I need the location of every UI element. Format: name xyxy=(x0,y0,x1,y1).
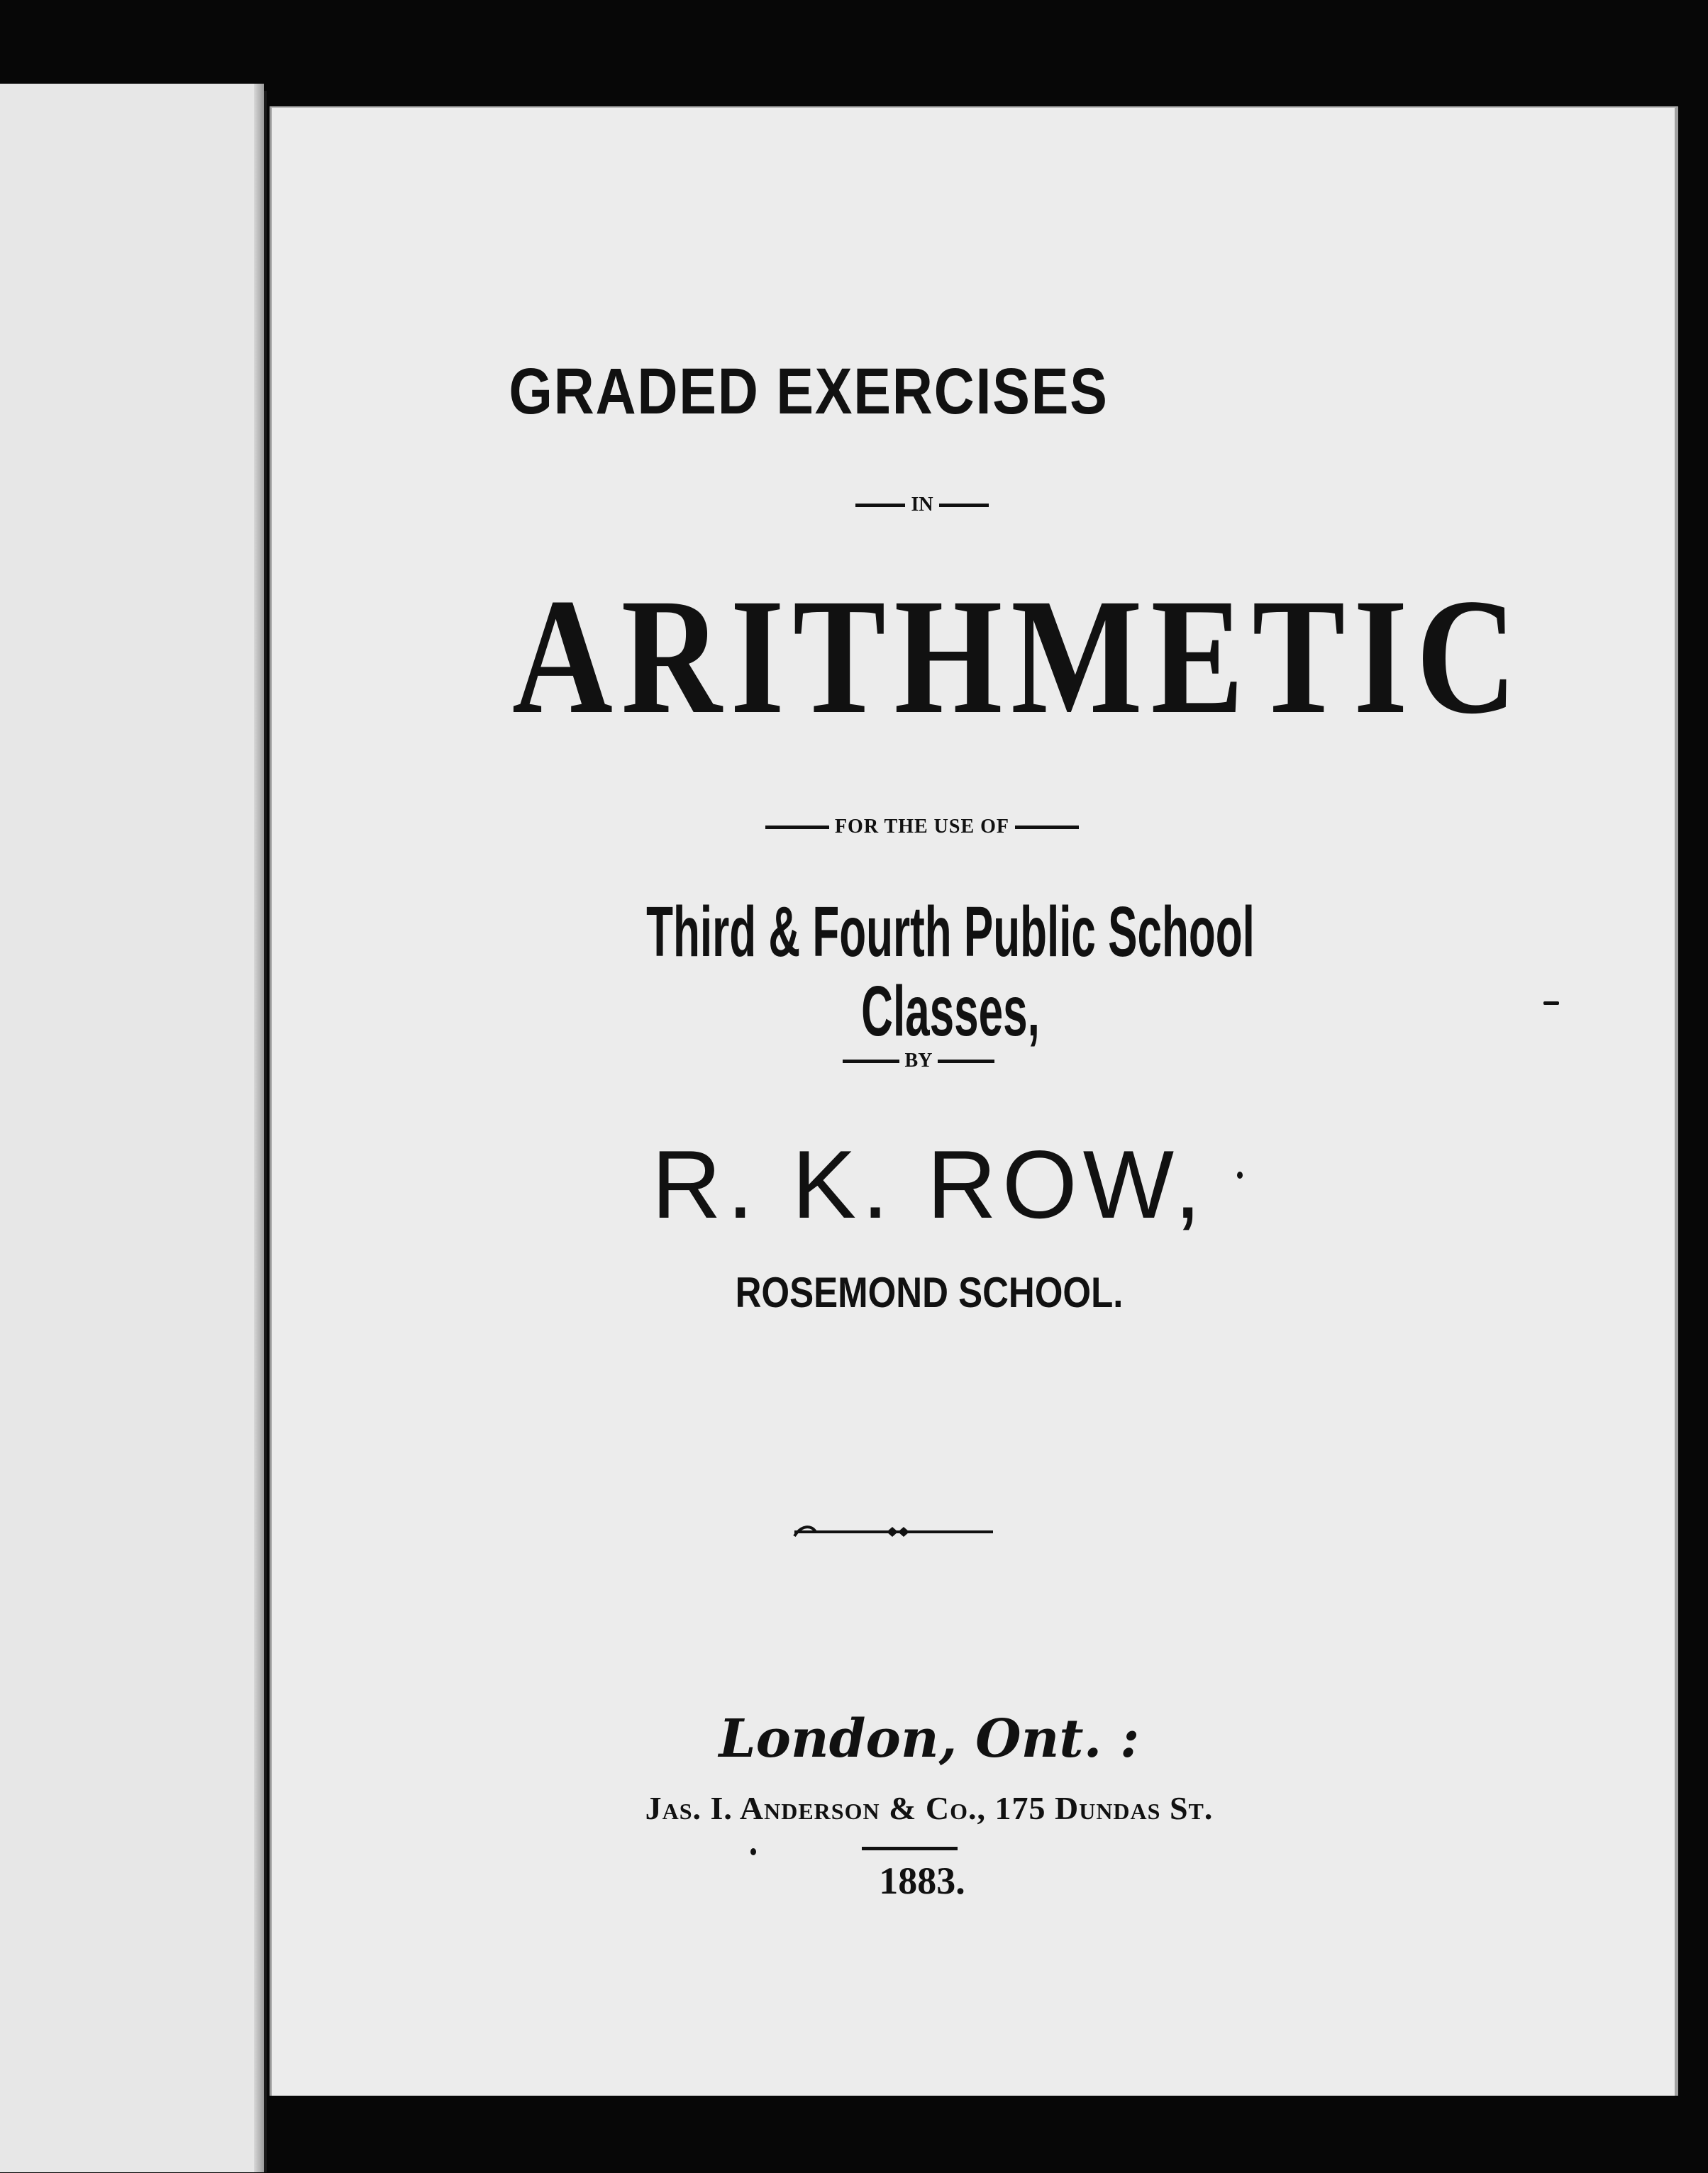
rule-right xyxy=(939,504,989,507)
connector-by xyxy=(823,1050,1014,1072)
title-arithmetic: ARITHMETIC xyxy=(512,564,1526,748)
audience-line: Third & Fourth Public School Classes, xyxy=(646,892,1255,1051)
speck xyxy=(1237,1172,1243,1179)
connector-for-text: FOR THE USE OF xyxy=(834,816,1010,838)
author-affiliation: ROSEMOND SCHOOL. xyxy=(735,1269,1124,1316)
connector-in xyxy=(837,494,1007,516)
rule-left xyxy=(843,1060,899,1063)
rule-right xyxy=(1015,826,1079,829)
imprint-rule xyxy=(862,1847,958,1850)
connector-for-the-use-of xyxy=(738,816,1107,838)
page-fold-shadow xyxy=(254,84,264,2172)
imprint-place: London, Ont. : xyxy=(719,1708,1140,1769)
connector-in-text: IN xyxy=(911,494,933,516)
ornamental-rule-icon xyxy=(787,1518,1000,1546)
imprint-year: 1883. xyxy=(879,1860,965,1902)
rule-left xyxy=(765,826,829,829)
rule-left xyxy=(855,504,905,507)
rule-right xyxy=(938,1060,994,1063)
speck xyxy=(750,1848,756,1855)
speck xyxy=(1543,1001,1559,1005)
author-name: R. K. ROW, xyxy=(651,1130,1207,1238)
title-line-graded-exercises: GRADED EXERCISES xyxy=(509,355,1109,428)
connector-by-text: BY xyxy=(904,1050,933,1072)
imprint-publisher: Jas. I. Anderson & Co., 175 Dundas St. xyxy=(645,1790,1214,1826)
binding-gutter xyxy=(264,91,267,2172)
facing-page-edge xyxy=(0,84,264,2172)
